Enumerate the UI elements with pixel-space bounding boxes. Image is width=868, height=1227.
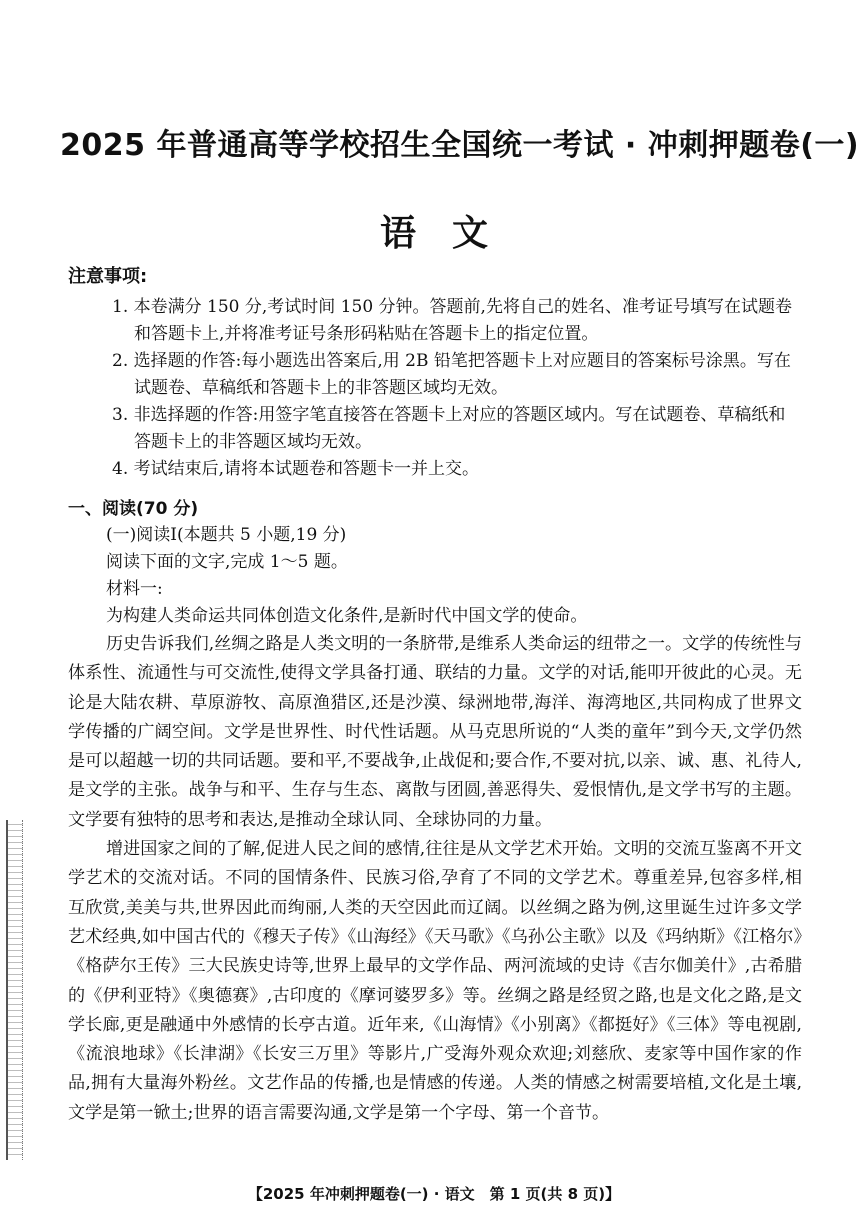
- reading-intro: [68, 522, 802, 630]
- reading-body: [68, 630, 802, 1128]
- section-heading: 一、阅读(70 分): [68, 499, 199, 519]
- paragraph: 历史告诉我们,丝绸之路是人类文明的一条脐带,是维系人类命运的纽带之一。文学的传统性与体系性、流通性与可交流性,使得文学具备打通、联结的力量。文学的对话,能叩开彼此的心灵。无论是大陆农耕、草原游牧、高原渔猎区,还是沙漠、绿洲地带,海洋、海湾地区,共同构成了世界文学传播的广阔空间。文学是世界性、时代性话题。从马克思所说的“人类的童年”到今天,文学仍然是可以超越一切的共同话题。要和平,不要战争,止战促和;要合作,不要对抗,以亲、诚、惠、礼待人,是文学的主张。战争与和平、生存与生态、离散与团圆,善恶得失、爱恨情仇,是文学书写的主题。文学要有独特的思考和表达,是推动全球认同、全球协同的力量。: [68, 634, 802, 830]
- notice-item: 3. 非选择题的作答:用签字笔直接答在答题卡上对应的答题区域内。写在试题卷、草稿纸和答题卡上的非答题区域均无效。: [112, 405, 786, 452]
- notice-item: 4. 考试结束后,请将本试题卷和答题卡一并上交。: [112, 459, 480, 479]
- notice-item: 1. 本卷满分 150 分,考试时间 150 分钟。答题前,先将自己的姓名、准考证号填写在试题卷和答题卡上,并将准考证号条形码粘贴在答题卡上的指定位置。: [112, 297, 792, 344]
- instruction: 阅读下面的文字,完成 1～5 题。: [106, 552, 348, 572]
- notice-list: [112, 294, 802, 483]
- notice-title: 注意事项:: [68, 266, 148, 287]
- thesis-line: 为构建人类命运共同体创造文化条件,是新时代中国文学的使命。: [106, 606, 588, 626]
- subject-title: 语文: [379, 213, 524, 254]
- exam-title: 2025 年普通高等学校招生全国统一考试 · 冲刺押题卷(一): [60, 128, 860, 163]
- material-label: 材料一:: [106, 579, 163, 599]
- sub-heading: (一)阅读Ⅰ(本题共 5 小题,19 分): [106, 525, 347, 545]
- page-footer: 【2025 年冲刺押题卷(一) · 语文 第 1 页(共 8 页)】: [247, 1185, 621, 1203]
- paragraph: 增进国家之间的了解,促进人民之间的感情,往往是从文学艺术开始。文明的交流互鉴离不开文学艺术的交流对话。不同的国情条件、民族习俗,孕育了不同的文学艺术。尊重差异,包容多样,相互欣赏,美美与共,世界因此而绚丽,人类的天空因此而辽阔。以丝绸之路为例,这里诞生过许多文学艺术经典,如中国古代的《穆天子传》《山海经》《天马歌》《乌孙公主歌》以及《玛纳斯》《江格尔》《格萨尔王传》三大民族史诗等,世界上最早的文学作品、两河流域的史诗《吉尔伽美什》,古希腊的《伊利亚特》《奥德赛》,古印度的《摩诃婆罗多》等。丝绸之路是经贸之路,也是文化之路,是文学长廊,更是融通中外感情的长亭古道。近年来,《山海情》《小别离》《都挺好》《三体》等电视剧,《流浪地球》《长津湖》《长安三万里》等影片,广受海外观众欢迎;刘慈欣、麦家等中国作家的作品,拥有大量海外粉丝。文艺作品的传播,也是情感的传递。人类的情感之树需要培植,文化是土壤,文学是第一锨土;世界的语言需要沟通,文学是第一个字母、第一个音节。: [68, 839, 802, 1123]
- binding-margin-decoration: [6, 820, 23, 1160]
- notice-item: 2. 选择题的作答:每小题选出答案后,用 2B 铅笔把答题卡上对应题目的答案标号涂黑。写在试题卷、草稿纸和答题卡上的非答题区域均无效。: [112, 351, 791, 398]
